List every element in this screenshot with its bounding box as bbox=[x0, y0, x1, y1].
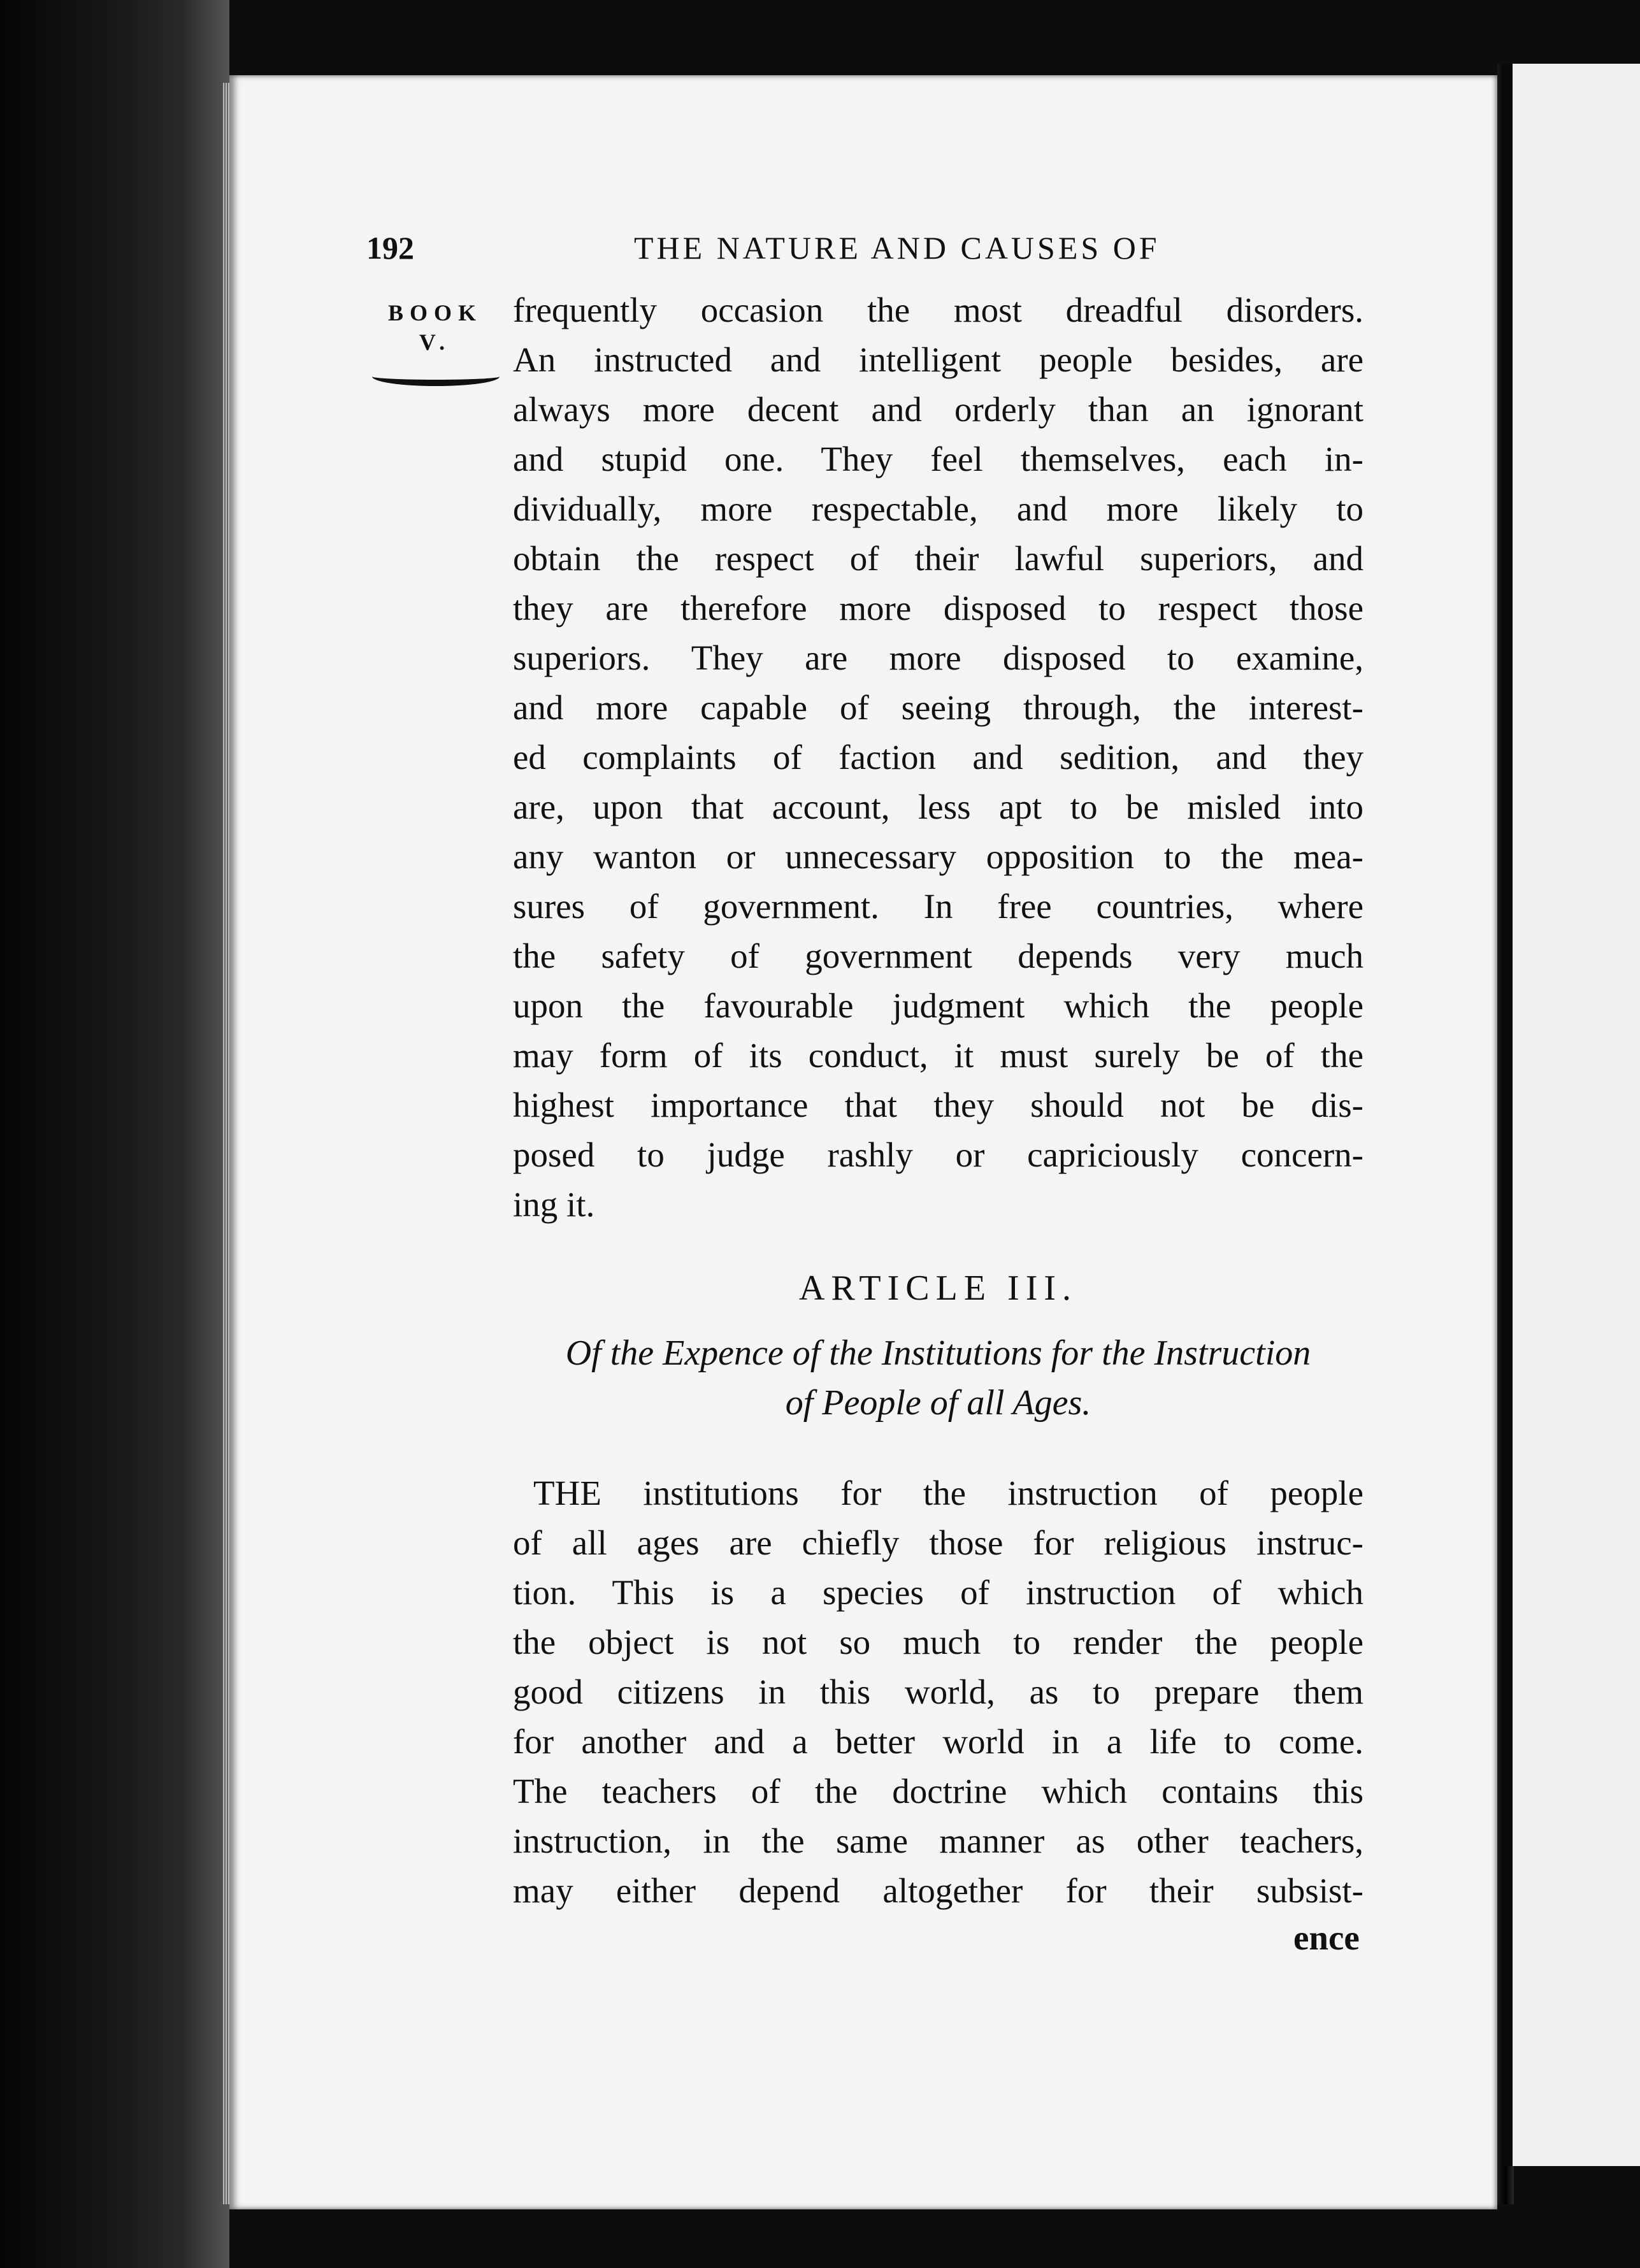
page-header bbox=[366, 229, 1360, 280]
text-line: and more capable of seeing through, the interest- bbox=[513, 688, 1363, 727]
text-line: good citizens in this world, as to prepare them bbox=[513, 1672, 1363, 1711]
text-line: they are therefore more disposed to respect those bbox=[513, 589, 1363, 628]
text-line: tion. This is a species of instruction of which bbox=[513, 1573, 1363, 1612]
article-subheading-line: Of the Expence of the Institutions for the Instruction bbox=[565, 1333, 1311, 1373]
margin-volume-label: V. bbox=[419, 329, 452, 355]
text-line: for another and a better world in a life to come. bbox=[513, 1722, 1363, 1761]
text-line: of all ages are chiefly those for religious instruc- bbox=[513, 1523, 1363, 1562]
body-paragraph-1 bbox=[513, 285, 1363, 1230]
margin-swash-ornament bbox=[372, 367, 500, 386]
text-line: ing it. bbox=[513, 1185, 595, 1224]
text-line: always more decent and orderly than an ignorant bbox=[513, 390, 1363, 429]
text-line: frequently occasion the most dreadful disorders. bbox=[513, 291, 1363, 329]
text-line: superiors. They are more disposed to examine, bbox=[513, 638, 1363, 677]
text-line: obtain the respect of their lawful superiors, and bbox=[513, 539, 1363, 578]
article-subheading bbox=[513, 1328, 1363, 1428]
facing-page-edge bbox=[1504, 64, 1640, 2166]
text-line: THE institutions for the instruction of people bbox=[533, 1474, 1363, 1512]
text-line: sures of government. In free countries, where bbox=[513, 887, 1363, 926]
text-line: and stupid one. They feel themselves, each in- bbox=[513, 440, 1363, 478]
text-line: dividually, more respectable, and more likely to bbox=[513, 489, 1363, 528]
text-line: posed to judge rashly or capriciously concern- bbox=[513, 1135, 1363, 1174]
text-line: The teachers of the doctrine which contains this bbox=[513, 1772, 1363, 1811]
text-line: the object is not so much to render the people bbox=[513, 1623, 1363, 1662]
text-line: instruction, in the same manner as other teachers, bbox=[513, 1821, 1363, 1860]
text-line: upon the favourable judgment which the people bbox=[513, 986, 1363, 1025]
margin-book-label: BOOK bbox=[387, 300, 483, 326]
text-line: An instructed and intelligent people besides, are bbox=[513, 340, 1363, 379]
article-heading: ARTICLE III. bbox=[799, 1268, 1077, 1308]
text-line: may form of its conduct, it must surely be of the bbox=[513, 1036, 1363, 1075]
running-title: THE NATURE AND CAUSES OF bbox=[634, 230, 1160, 266]
text-line: the safety of government depends very much bbox=[513, 937, 1363, 975]
article-subheading-line: of People of all Ages. bbox=[785, 1383, 1091, 1423]
book-binding-edge bbox=[0, 0, 229, 2268]
text-line: ed complaints of faction and sedition, and they bbox=[513, 738, 1363, 777]
page-number: 192 bbox=[366, 230, 414, 266]
catchword: ence bbox=[1293, 1918, 1360, 1957]
text-line: any wanton or unnecessary opposition to the mea- bbox=[513, 837, 1363, 876]
text-line: are, upon that account, less apt to be misled into bbox=[513, 787, 1363, 826]
body-paragraph-2 bbox=[513, 1468, 1363, 1916]
text-line: may either depend altogether for their subsist- bbox=[513, 1871, 1363, 1910]
margin-note bbox=[368, 298, 502, 357]
text-line: highest importance that they should not be dis- bbox=[513, 1086, 1363, 1124]
